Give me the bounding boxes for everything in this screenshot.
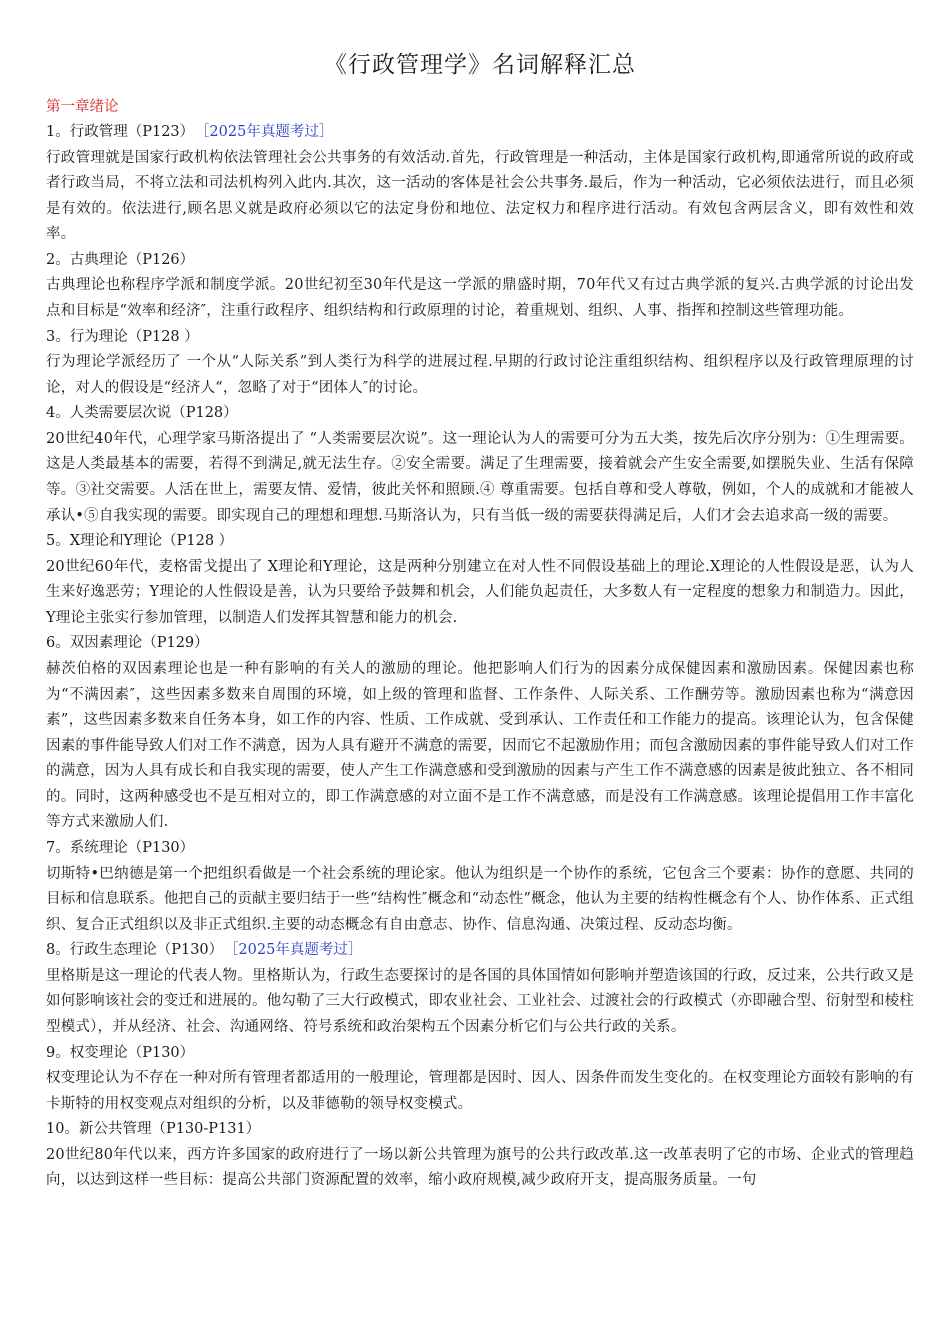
term-definition: 赫茨伯格的双因素理论也是一种有影响的有关人的激励的理论。他把影响人们行为的因素分成保健因素和激励因素。保健因素也称为“不满因素″，这些因素多数来自周围的环境，如上级的管理和监督、工作条件、人际关系、工作酬劳等。激励因素也称为“满意因素”，这些因素多数来自任务本身，如工作的内容、性质、工作成就、受到承认、工作责任和工作能力的提高。该理论认为，包含保健因素的事件能导致人们对工作不满意，因为人具有避开不满意的需要，因而它不起激励作用；而包含激励因素的事件能导致人们对工作的满意，因为人具有成长和自我实现的需要，使人产生工作满意感和受到激励的因素与产生工作不满意感的因素是彼此独立、各不相同的。同时，这两种感受也不是互相对立的，即工作满意感的对立面不是工作不满意感，而是没有工作满意感。该理论提倡用工作丰富化等方式来激励人们. bbox=[46, 660, 914, 831]
term-definition: 古典理论也称程序学派和制度学派。20世纪初至30年代是这一学派的鼎盛时期，70年代又有过古典学派的复兴.古典学派的讨论出发点和目标是“效率和经济″，注重行政程序、组织结构和行政原理的讨论，着重规划、组织、人事、指挥和控制这些管理功能。 bbox=[46, 277, 914, 319]
term-title: 9。权变理论（P130） bbox=[46, 1044, 195, 1061]
term-definition: 行政管理就是国家行政机构依法管理社会公共事务的有效活动.首先，行政管理是一种活动，主体是国家行政机构,即通常所说的政府或者行政当局，不将立法和司法机构列入此内.其次，这一活动的客体是社会公共事务.最后，作为一种活动，它必须依法进行，而且必须是有效的。依法进行,顾名思义就是政府必须以它的法定身份和地位、法定权力和程序进行活动。有效包含两层含义，即有效性和效率。 bbox=[46, 149, 914, 243]
term-heading bbox=[46, 1117, 914, 1143]
term-definition: 里格斯是这一理论的代表人物。里格斯认为，行政生态要探讨的是各国的具体国情如何影响并塑造该国的行政，反过来，公共行政又是如何影响该社会的变迁和进展的。他勾勒了三大行政模式，即农业社会、工业社会、过渡社会的行政模式（亦即融合型、衍射型和棱柱型模式），并从经济、社会、沟通网络、符号系统和政治架构五个因素分析它们与公共行政的关系。 bbox=[46, 967, 914, 1036]
chapter-heading: 第一章绪论 bbox=[46, 99, 119, 115]
term-definition: 20世纪80年代以来，西方许多国家的政府进行了一场以新公共管理为旗号的公共行政改革.这一改革表明了它的市场、企业式的管理趋向，以达到这样一些目标：提高公共部门资源配置的效率，缩小政府规模,减少政府开支，提高服务质量。一句 bbox=[46, 1146, 914, 1189]
term-definition: 权变理论认为不存在一种对所有管理者都适用的一般理论，管理都是因时、因人、因条件而发生变化的。在权变理论方面较有影响的有卡斯特的用权变观点对组织的分析，以及菲德勒的领导权变模式。 bbox=[46, 1070, 914, 1112]
term-heading bbox=[46, 1041, 914, 1067]
document-page bbox=[46, 50, 914, 1194]
term-title: 8。行政生态理论（P130） bbox=[46, 942, 224, 959]
term-title: 4。人类需要层次说（P128） bbox=[46, 405, 238, 422]
term-definition: 切斯特•巴纳德是第一个把组织看做是一个社会系统的理论家。他认为组织是一个协作的系统，它包含三个要素：协作的意愿、共同的目标和信息联系。他把自己的贡献主要归结于一些“结构性″概念和“动态性”概念，他认为主要的结构性概念有个人、协作体系、正式组织、复合正式组织以及非正式组织.主要的动态概念有自由意志、协作、信息沟通、决策过程、反动态均衡。 bbox=[46, 865, 914, 933]
term-definition: 20世纪40年代，心理学家马斯洛提出了 “人类需要层次说”。这一理论认为人的需要可分为五大类，按先后次序分别为：①生理需要。这是人类最基本的需要，若得不到满足,就无法生存。②安全需要。满足了生理需要，接着就会产生安全需要,如摆脱失业、生活有保障等。③社交需要。人活在世上，需要友情、爱情，彼此关怀和照顾.④ 尊重需要。包括自尊和受人尊敬，例如，个人的成就和才能被人承认•⑤自我实现的需要。即实现自己的理想和理想.马斯洛认为，只有当低一级的需要获得满足后，人们才会去追求高一级的需要。 bbox=[46, 430, 914, 524]
term-entry bbox=[46, 325, 914, 402]
term-heading bbox=[46, 938, 914, 964]
term-heading bbox=[46, 325, 914, 351]
term-title: 7。系统理论（P130） bbox=[46, 840, 195, 857]
term-heading bbox=[46, 401, 914, 427]
term-title: 10。新公共管理（P130-P131） bbox=[46, 1121, 261, 1138]
term-title: 6。双因素理论（P129） bbox=[46, 635, 209, 652]
term-entry bbox=[46, 836, 914, 938]
term-entry bbox=[46, 120, 914, 248]
term-title: 5。X理论和Y理论（P128 ） bbox=[46, 533, 234, 550]
term-entry bbox=[46, 631, 914, 836]
term-heading bbox=[46, 836, 914, 862]
term-heading bbox=[46, 631, 914, 657]
exam-tag: ［2025年真题考过］ bbox=[231, 942, 363, 959]
term-title: 1。行政管理（P123） bbox=[46, 124, 195, 140]
term-entry bbox=[46, 401, 914, 529]
term-entry bbox=[46, 529, 914, 631]
term-entry bbox=[46, 248, 914, 325]
term-heading bbox=[46, 120, 914, 146]
term-title: 2。古典理论（P126） bbox=[46, 251, 195, 268]
term-entry bbox=[46, 1041, 914, 1118]
document-title: 《行政管理学》名词解释汇总 bbox=[324, 52, 636, 78]
exam-tag: ［2025年真题考过］ bbox=[202, 124, 334, 140]
term-entry bbox=[46, 1117, 914, 1194]
term-definition: 行为理论学派经历了 一个从“人际关系”到人类行为科学的进展过程.早期的行政讨论注重组织结构、组织程序以及行政管理原理的讨论，对人的假设是“经济人“，忽略了对于“团体人″的讨论。 bbox=[46, 354, 914, 396]
term-heading bbox=[46, 248, 914, 274]
term-entry bbox=[46, 938, 914, 1040]
term-title: 3。行为理论（P128 ） bbox=[46, 328, 199, 345]
term-heading bbox=[46, 529, 914, 555]
term-definition: 20世纪60年代，麦格雷戈提出了 X理论和Y理论，这是两种分别建立在对人性不同假设基础上的理论.X理论的人性假设是恶，认为人生来好逸恶劳；Y理论的人性假设是善，认为只要给予鼓舞和机会，人们能负起责任，大多数人有一定程度的想象力和制造力。因此，Y理论主张实行参加管理，以制造人们发挥其智慧和能力的机会. bbox=[46, 558, 914, 626]
